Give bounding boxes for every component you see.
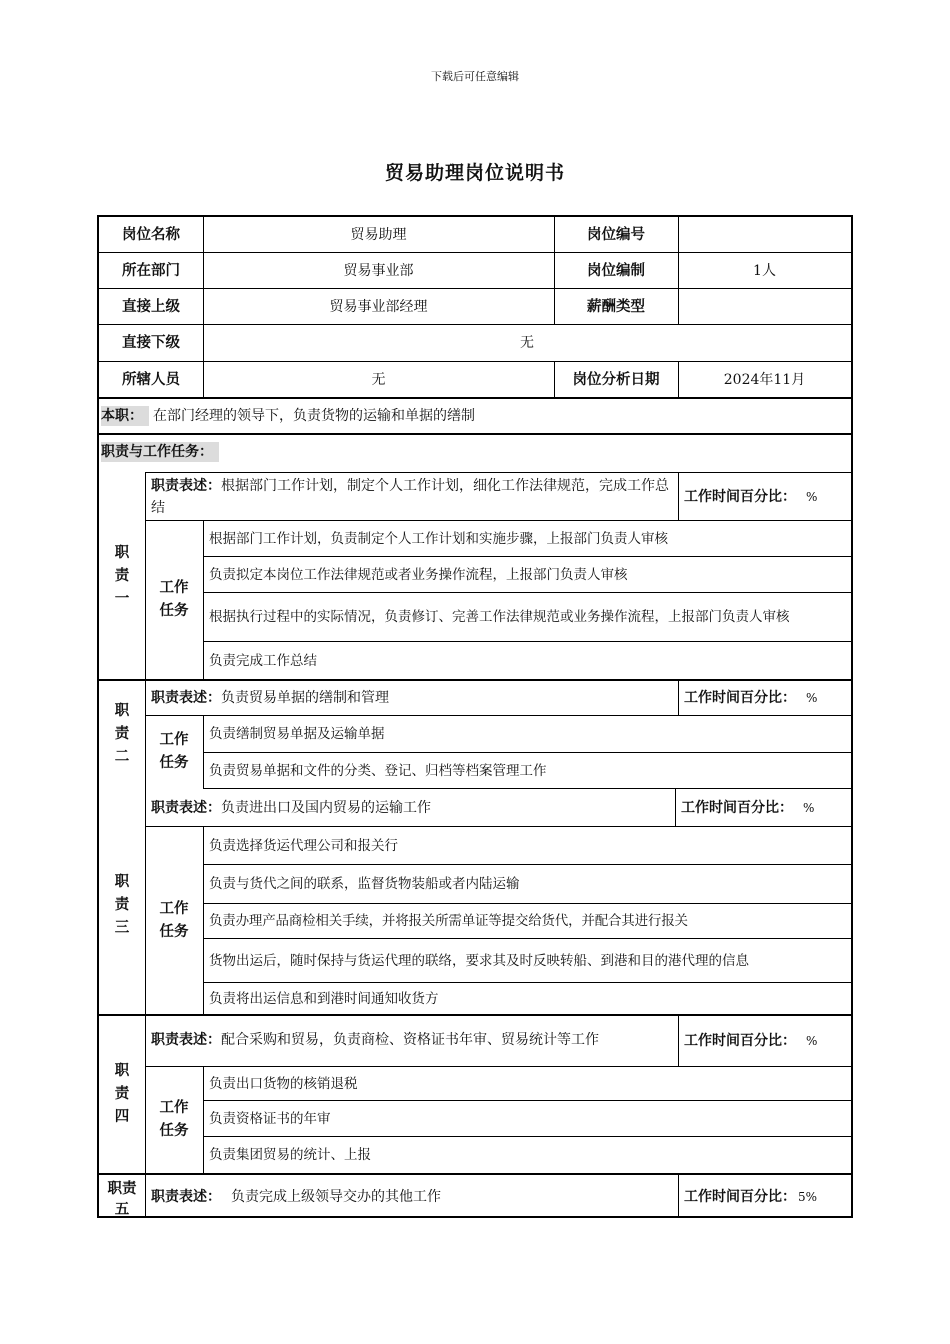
main-duty-row <box>99 399 851 433</box>
subordinate-value: 无 <box>520 335 534 351</box>
superior-value: 贸易事业部经理 <box>329 298 428 315</box>
duty-1-label: 职 责 一 <box>114 544 130 607</box>
salary-type-value <box>678 289 851 324</box>
staff-value: 无 <box>371 371 386 388</box>
position-name-label: 岗位名称 <box>122 226 180 243</box>
document-title: 贸易助理岗位说明书 <box>384 162 565 184</box>
header-note: 下载后可任意编辑 <box>431 70 519 83</box>
duty-4-statement: 职责表述：配合采购和贸易，负责商检、资格证书年审、贸易统计等工作 <box>151 1032 599 1048</box>
duty-3-task-3: 负责办理产品商检相关手续，并将报关所需单证等提交给货代，并配合其进行报关 <box>209 913 688 929</box>
duty-3-tasks-label: 工作 任务 <box>159 900 189 940</box>
position-code-label: 岗位编号 <box>587 226 645 243</box>
superior-label: 直接上级 <box>122 298 180 315</box>
duty-2-task-1: 负责缮制贸易单据及运输单据 <box>209 726 385 742</box>
duty-2-task-2: 负责贸易单据和文件的分类、登记、归档等档案管理工作 <box>209 762 547 779</box>
duty-4-time: 工作时间百分比： % <box>684 1032 818 1049</box>
duty-1-statement: 职责表述：根据部门工作计划，制定个人工作计划，细化工作法律规范，完成工作总结 <box>151 477 669 516</box>
duty-4-task-3: 负责集团贸易的统计、上报 <box>209 1147 371 1163</box>
duty-2-tasks-label: 工作 任务 <box>159 732 189 771</box>
staff-label: 所辖人员 <box>122 371 180 388</box>
position-name-value: 贸易助理 <box>350 226 407 243</box>
duty-3-task-2: 负责与货代之间的联系，监督货物装船或者内陆运输 <box>209 876 520 892</box>
subordinate-label: 直接下级 <box>122 335 180 351</box>
duty-4-label: 职 责 四 <box>114 1062 130 1125</box>
analysis-date-label: 岗位分析日期 <box>572 371 660 388</box>
duty-4-task-2: 负责资格证书的年审 <box>209 1110 331 1127</box>
analysis-date-value: 2024年11月 <box>723 371 806 388</box>
duty-2-statement: 职责表述： 负责贸易单据的缮制和管理 <box>151 689 389 706</box>
main-duty-label: 本职： <box>101 406 149 426</box>
duty-3-task-5: 负责将出运信息和到港时间通知收货方 <box>209 990 439 1007</box>
duty-2-time: 工作时间百分比： % <box>684 689 818 706</box>
duty-1-task-2: 负责拟定本岗位工作法律规范或者业务操作流程，上报部门负责人审核 <box>209 566 628 583</box>
duty-2-label: 职 责 二 <box>114 702 130 765</box>
salary-type-label: 薪酬类型 <box>587 298 645 315</box>
position-code-value <box>678 217 851 252</box>
duties-heading: 职责与工作任务： <box>101 442 219 462</box>
duty-3-task-1: 负责选择货运代理公司和报关行 <box>209 837 398 854</box>
headcount-label: 岗位编制 <box>587 262 645 279</box>
duty-3-time: 工作时间百分比： % <box>681 799 815 816</box>
duty-3-label: 职 责 三 <box>114 874 130 936</box>
duty-5-statement: 职责表述： 负责完成上级领导交办的其他工作 <box>151 1188 441 1205</box>
department-value: 贸易事业部 <box>343 262 414 279</box>
job-description-table <box>97 215 853 1218</box>
headcount-value: 1人 <box>753 262 776 279</box>
duty-3-statement: 职责表述： 负责进出口及国内贸易的运输工作 <box>151 799 431 816</box>
duty-4-task-1: 负责出口货物的核销退税 <box>209 1075 358 1092</box>
duty-5-label: 职责 五 <box>107 1181 137 1218</box>
duty-4-tasks-label: 工作 任务 <box>159 1100 189 1139</box>
duty-1-time: 工作时间百分比： % <box>684 488 818 505</box>
duty-5-time: 工作时间百分比： 5% <box>684 1188 818 1205</box>
duty-3-task-4: 货物出运后，随时保持与货运代理的联络，要求其及时反映转船、到港和目的港代理的信息 <box>209 952 749 969</box>
duty-1-task-4: 负责完成工作总结 <box>209 652 317 669</box>
duty-1-task-1: 根据部门工作计划，负责制定个人工作计划和实施步骤，上报部门负责人审核 <box>209 530 668 547</box>
duty-1-tasks-label: 工作 任务 <box>159 580 189 619</box>
duties-heading-row <box>99 435 851 469</box>
department-label: 所在部门 <box>122 262 180 279</box>
main-duty-text: 在部门经理的领导下，负责货物的运输和单据的缮制 <box>153 408 475 424</box>
duty-1-task-3: 根据执行过程中的实际情况，负责修订、完善工作法律规范或业务操作流程，上报部门负责人审核 <box>209 609 790 625</box>
